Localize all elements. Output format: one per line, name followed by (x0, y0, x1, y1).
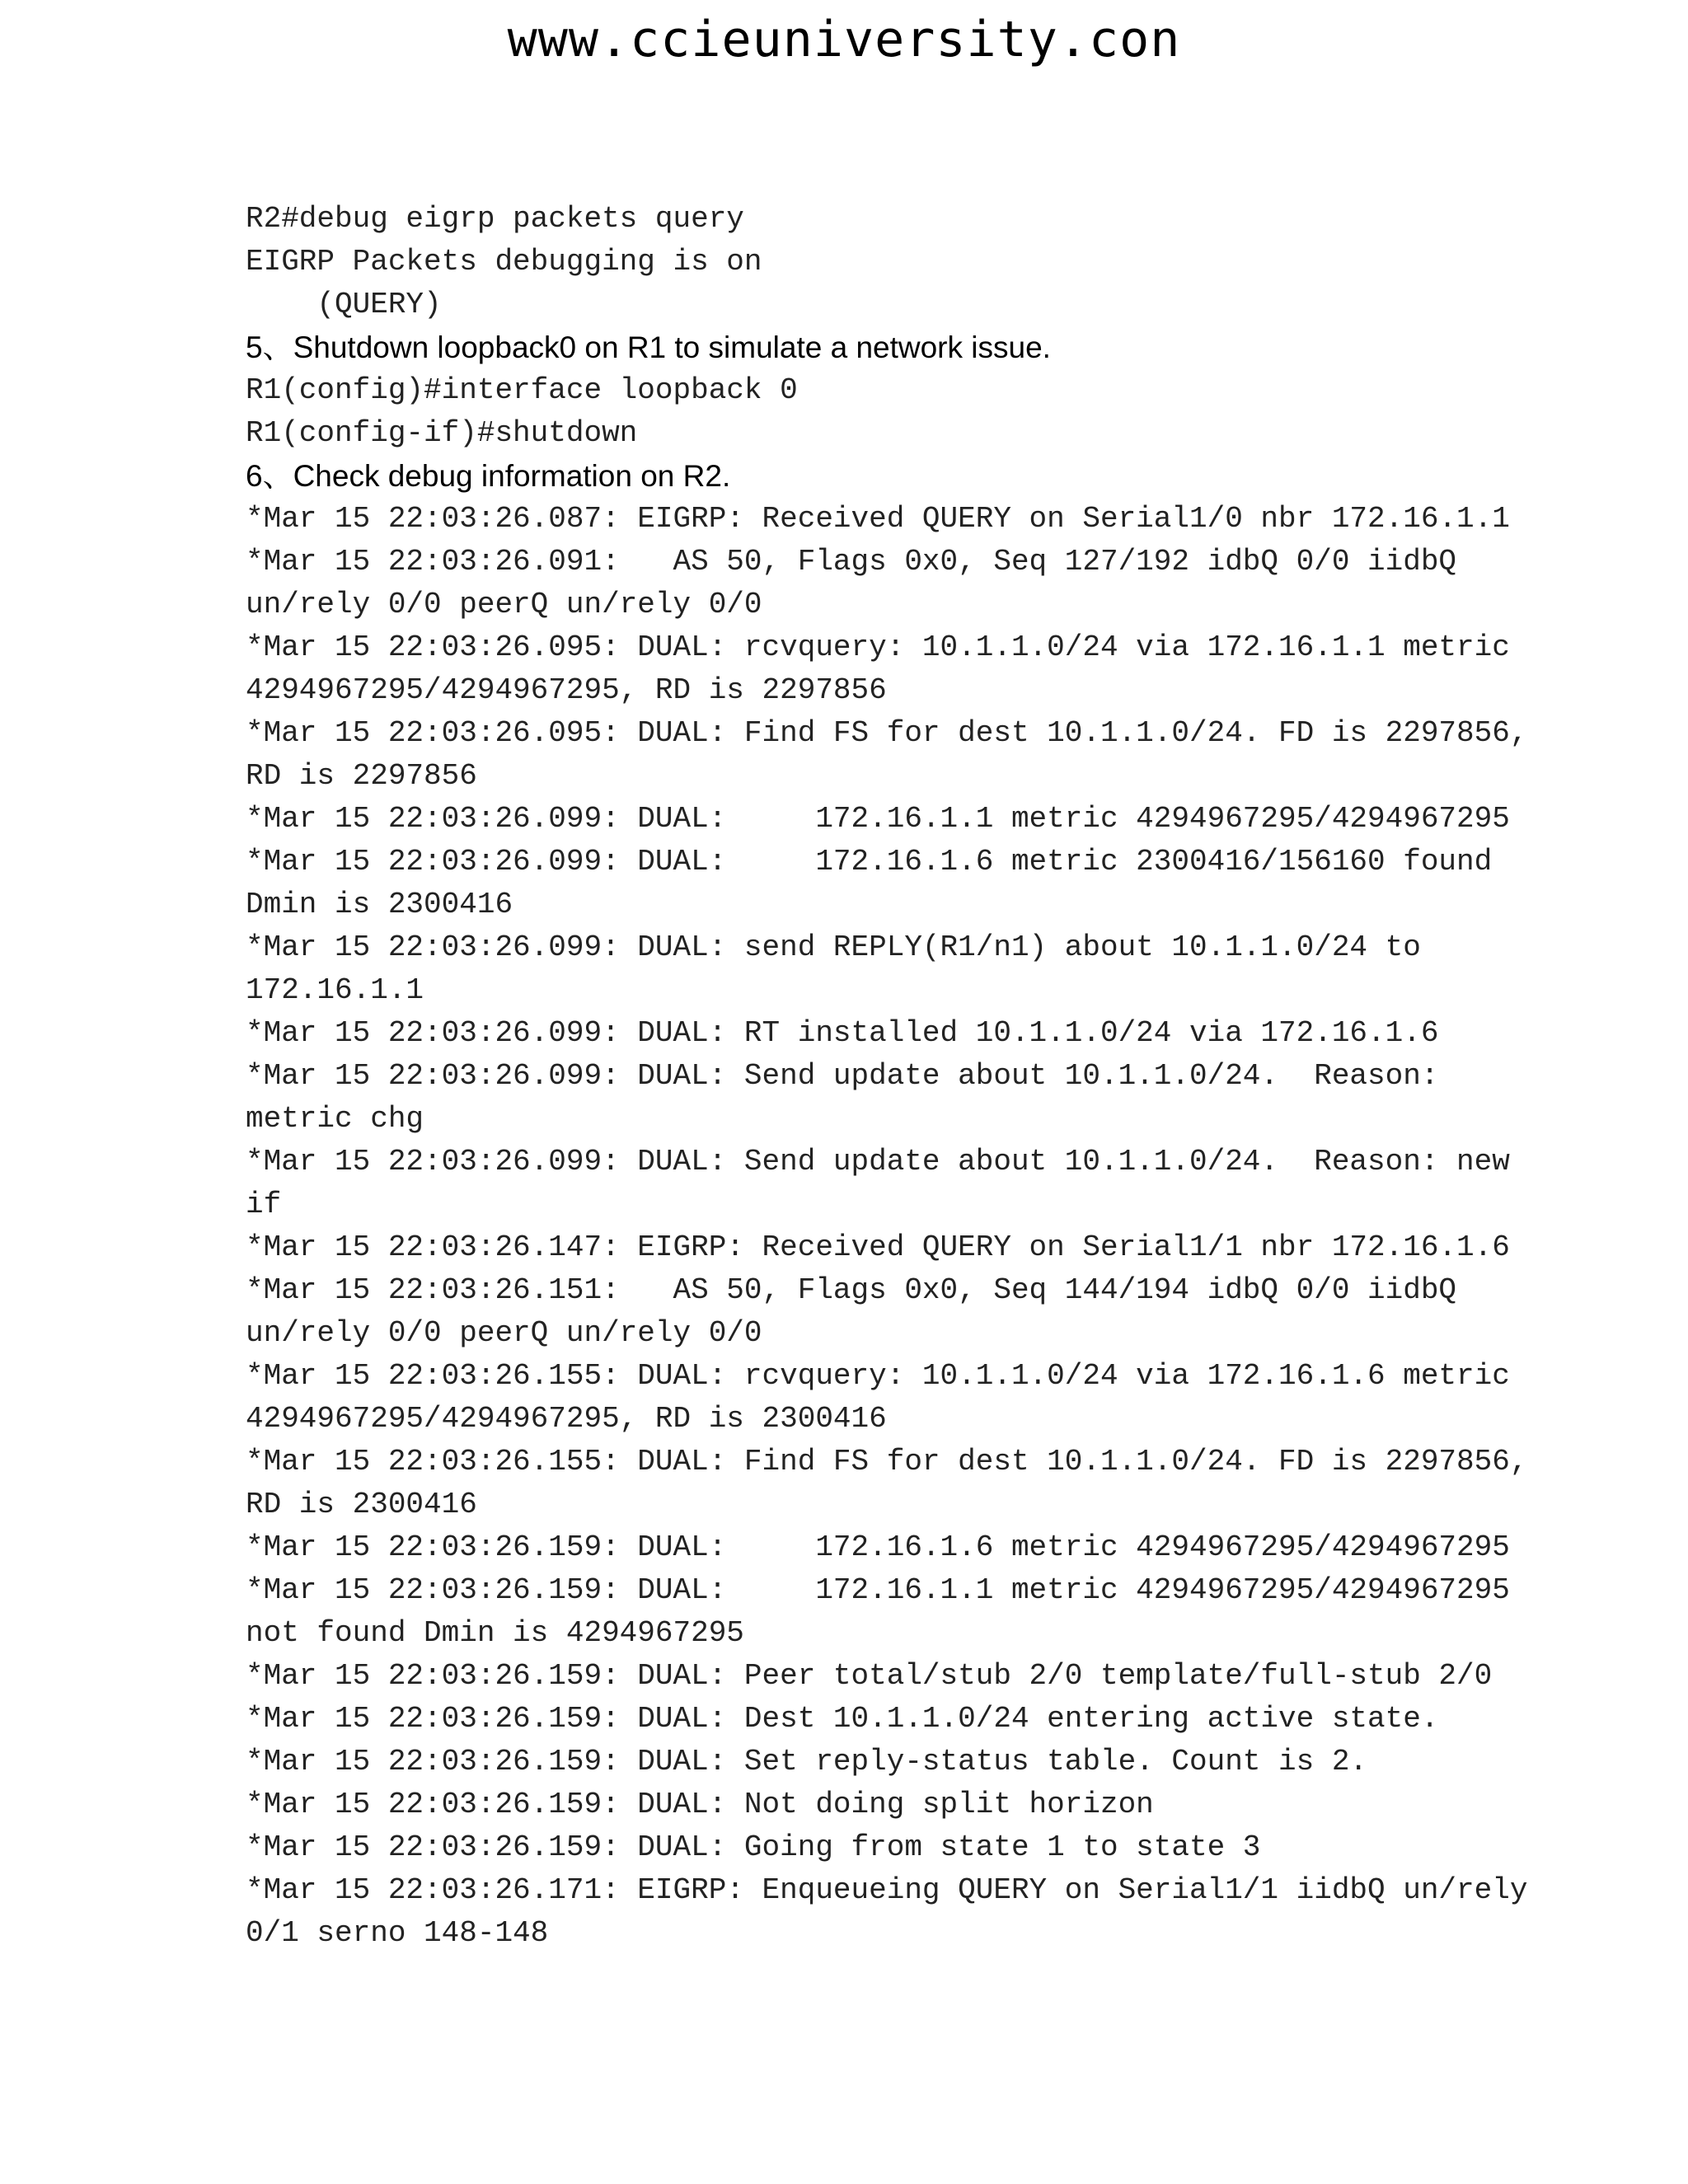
cli-output-line: *Mar 15 22:03:26.099: DUAL: 172.16.1.6 metric 2300416/156160 found (246, 845, 1493, 879)
document-body (246, 198, 1528, 1955)
cli-output-line: R2#debug eigrp packets query (246, 202, 744, 236)
cli-output-line: *Mar 15 22:03:26.091: AS 50, Flags 0x0, Seq 127/192 idbQ 0/0 iidbQ (246, 545, 1457, 579)
cli-output-line: *Mar 15 22:03:26.095: DUAL: rcvquery: 10.1.1.0/24 via 172.16.1.1 metric (246, 630, 1510, 664)
cli-output-line: 4294967295/4294967295, RD is 2297856 (246, 673, 887, 707)
cli-output-line: *Mar 15 22:03:26.159: DUAL: Peer total/stub 2/0 template/full-stub 2/0 (246, 1659, 1493, 1693)
cli-output-line: EIGRP Packets debugging is on (246, 245, 762, 279)
cli-output-line: *Mar 15 22:03:26.159: DUAL: 172.16.1.1 metric 4294967295/4294967295 (246, 1573, 1510, 1607)
cli-output-line: metric chg (246, 1102, 424, 1136)
cli-output-line: *Mar 15 22:03:26.099: DUAL: Send update about 10.1.1.0/24. Reason: new (246, 1145, 1510, 1179)
cli-output-line: 172.16.1.1 (246, 973, 424, 1007)
cli-output-line: *Mar 15 22:03:26.159: DUAL: Set reply-status table. Count is 2. (246, 1745, 1368, 1779)
cli-output-line: *Mar 15 22:03:26.155: DUAL: rcvquery: 10.1.1.0/24 via 172.16.1.6 metric (246, 1359, 1510, 1393)
cli-output-line: RD is 2300416 (246, 1488, 477, 1521)
cli-output-line: (QUERY) (246, 288, 442, 321)
cli-output-line: *Mar 15 22:03:26.099: DUAL: 172.16.1.1 metric 4294967295/4294967295 (246, 802, 1510, 836)
cli-output-line: *Mar 15 22:03:26.151: AS 50, Flags 0x0, Seq 144/194 idbQ 0/0 iidbQ (246, 1273, 1457, 1307)
step-heading: 5、Shutdown loopback0 on R1 to simulate a network issue. (246, 330, 1051, 364)
cli-output-line: *Mar 15 22:03:26.171: EIGRP: Enqueueing QUERY on Serial1/1 iidbQ un/rely (246, 1873, 1528, 1907)
site-header: www.ccieuniversity.con (507, 11, 1181, 68)
cli-output-line: *Mar 15 22:03:26.155: DUAL: Find FS for dest 10.1.1.0/24. FD is 2297856, (246, 1445, 1528, 1479)
cli-output-line: 0/1 serno 148-148 (246, 1916, 549, 1950)
cli-output-line: un/rely 0/0 peerQ un/rely 0/0 (246, 588, 762, 621)
cli-output-line: *Mar 15 22:03:26.159: DUAL: 172.16.1.6 metric 4294967295/4294967295 (246, 1530, 1510, 1564)
cli-output-line: *Mar 15 22:03:26.099: DUAL: Send update about 10.1.1.0/24. Reason: (246, 1059, 1439, 1093)
cli-output-line: *Mar 15 22:03:26.159: DUAL: Dest 10.1.1.0/24 entering active state. (246, 1702, 1439, 1736)
cli-output-line: Dmin is 2300416 (246, 888, 513, 921)
cli-output-line: *Mar 15 22:03:26.159: DUAL: Not doing split horizon (246, 1788, 1154, 1821)
step-heading: 6、Check debug information on R2. (246, 459, 731, 493)
cli-output-line: R1(config-if)#shutdown (246, 416, 638, 450)
cli-output-line: *Mar 15 22:03:26.095: DUAL: Find FS for dest 10.1.1.0/24. FD is 2297856, (246, 716, 1528, 750)
cli-output-line: 4294967295/4294967295, RD is 2300416 (246, 1402, 887, 1436)
cli-output-line: not found Dmin is 4294967295 (246, 1616, 744, 1650)
cli-output-line: *Mar 15 22:03:26.147: EIGRP: Received QUERY on Serial1/1 nbr 172.16.1.6 (246, 1230, 1510, 1264)
cli-output-line: RD is 2297856 (246, 759, 477, 793)
cli-output-line: un/rely 0/0 peerQ un/rely 0/0 (246, 1316, 762, 1350)
cli-output-line: *Mar 15 22:03:26.099: DUAL: RT installed 10.1.1.0/24 via 172.16.1.6 (246, 1016, 1439, 1050)
cli-output-line: *Mar 15 22:03:26.087: EIGRP: Received QUERY on Serial1/0 nbr 172.16.1.1 (246, 502, 1510, 536)
cli-output-line: R1(config)#interface loopback 0 (246, 373, 798, 407)
cli-output-line: if (246, 1188, 282, 1221)
cli-output-line: *Mar 15 22:03:26.099: DUAL: send REPLY(R1/n1) about 10.1.1.0/24 to (246, 930, 1421, 964)
cli-output-line: *Mar 15 22:03:26.159: DUAL: Going from state 1 to state 3 (246, 1830, 1261, 1864)
